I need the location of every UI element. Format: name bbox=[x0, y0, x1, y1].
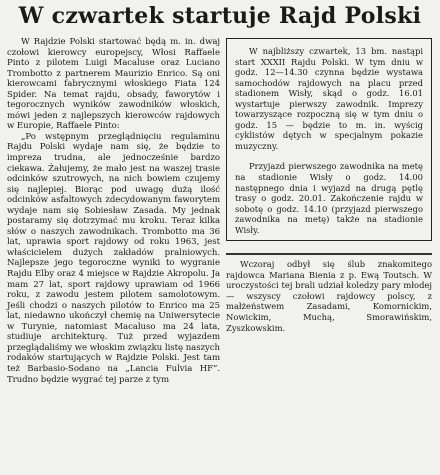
article-paragraph: W Rajdzie Polski startować będą m. in. dwaj czołowi kierowcy europejscy, Włosi Raffaele Pinto z pilotem Luigi Macaluse oraz Luciano Trombotto z partnerem Maurizio Enrico. Są oni kierowcami fabrycznymi włoskiego Fiata 124 Spider. Na temat rajdu, obsady, faworytów i tegorocznych wyników zawodników włoskich, mówi jeden z najlepszych kierowców rajdowych w Europie, Raffaele Pinto: bbox=[7, 37, 220, 132]
headline: W czwartek startuje Rajd Polski bbox=[18, 3, 422, 29]
schedule-paragraph: Przyjazd pierwszego zawodnika na metę na stadionie Wisły o godz. 14.00 następnego dnia i wyjazd na drugą pętlę trasy o godz. 20.01. Zakończenie rajdu w sobotę o godz. 14.10 (przyjazd pierwszego zawodnika na metę) także na stadionie Wisły. bbox=[235, 161, 423, 235]
column-divider bbox=[226, 253, 432, 255]
article-left-column bbox=[7, 37, 220, 385]
article-right-column bbox=[226, 38, 432, 333]
wedding-note bbox=[226, 259, 432, 333]
schedule-paragraph: W najbliższy czwartek, 13 bm. nastąpi start XXXII Rajdu Polski. W tym dniu w godz. 12—14.30 czynna będzie wystawa samochodów rajdowych na placu przed stadionem Wisły, skąd o godz. 16.01 wystartuje pierwszy zawodnik. Imprezy towarzyszące rozpoczną się w tym dniu o godz. 15 — będzie to m. in. wyścig cyklistów dętych w specjalnym pokazie muzyczny. bbox=[235, 46, 423, 151]
article-paragraph: „Po wstępnym przeglądnięciu regulaminu Rajdu Polski wydaje nam się, że będzie to impreza trudna, ale jednocześnie bardzo ciekawa. Żałujemy, że mało jest na waszej trasie odcinków szutrowych, na nich bowiem czujemy się najlepiej. Biorąc pod uwagę dużą ilość odcinków asfaltowych zdecydowanym faworytem wydaje nam się Sobiesław Zasada. My jednak postaramy się dotrzymać mu kroku. Teraz kilka słów o naszych zawodnikach. Trombotto ma 36 lat, uprawia sport rajdowy od roku 1963, jest właścicielem dużych zakładów pralniowych. Najlepsze jego tegoroczne wyniki to wygranie Rajdu Elby oraz 4 miejsce w Rajdzie Akropolu. Ja mam 27 lat, sport rajdowy uprawiam od 1966 roku, z zawodu jestem pilotem samolotowym. Jeśli chodzi o naszych pilotów to Enrico ma 25 lat, niedawno ukończył chemię na Uniwersytecie w Turynie, natomiast Macaluso ma 24 lata, studiuje architekturę. Tuż przed wyjazdem przeglądaliśmy we włoskim związku listę naszych rodaków startujących w Rajdzie Polski. Jest tam też Barbasio-Sodano na „Lancia Fulvia HF”. Trudno będzie wygrać tej parze z tym bbox=[7, 131, 220, 385]
wedding-note-text: Wczoraj odbył się ślub znakomitego rajdowca Mariana Bienia z p. Ewą Toutsch. W uroczystości tej brali udział koledzy pary młodej — wszyscy czołowi rajdowcy polscy, z małżeństwem Zasadami, Komornickim, Nowickim, Muchą, Smorawińskim, Zyszkowskim. bbox=[226, 259, 432, 333]
schedule-box bbox=[226, 38, 432, 241]
